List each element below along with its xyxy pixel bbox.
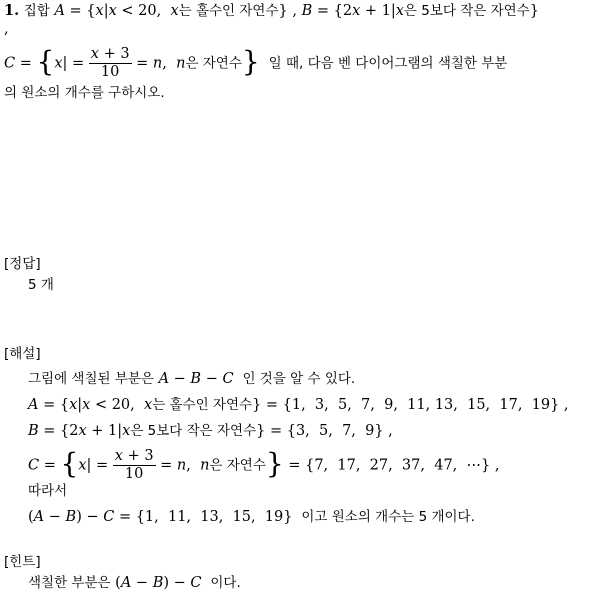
answer-value: 5 개 bbox=[28, 277, 54, 293]
fraction-x-plus-3-over-10-2: $\frac{x + 3}{10}$ bbox=[114, 448, 154, 482]
fraction-x-plus-3-over-10: $\frac{x + 3}{10}$ bbox=[90, 46, 130, 80]
explanation-line-1: 그림에 색칠된 부분은 A − B − C 인 것을 알 수 있다. bbox=[28, 371, 356, 387]
hint-text: 색칠한 부분은 (A − B) − C 이다. bbox=[28, 575, 241, 591]
problem-line-2: C = {x| = $\frac{x + 3}{10}$ = n, n은 자연수} 일 때, 다음 벤 다이어그램의 색칠한 부분 bbox=[4, 44, 508, 80]
explanation-line-4: C = {x| = $\frac{x + 3}{10}$ = n, n은 자연수} = {7, 17, 27, 37, 47, ⋯} , bbox=[28, 446, 500, 482]
hint-label: [힌트] bbox=[4, 554, 41, 570]
problem-number: 1. bbox=[4, 2, 20, 19]
problem-line-1 bbox=[4, 2, 539, 20]
explanation-label: [해설] bbox=[4, 346, 41, 362]
explanation-line-6: (A − B) − C = {1, 11, 13, 15, 19} 이고 원소의 개수는 5 개이다. bbox=[28, 509, 475, 525]
explanation-line-5: 따라서 bbox=[28, 483, 68, 499]
answer-label: [정답] bbox=[4, 256, 41, 272]
explanation-line-3: B = {2x + 1|x은 5보다 작은 자연수} = {3, 5, 7, 9} , bbox=[28, 423, 393, 439]
problem-line-1-text: 집합 A = {x|x < 20, x는 홀수인 자연수} , B = {2x + 1|x은 5보다 작은 자연수} bbox=[23, 3, 539, 19]
problem-line-1-comma: , bbox=[4, 21, 9, 37]
explanation-line-2: A = {x|x < 20, x는 홀수인 자연수} = {1, 3, 5, 7, 9, 11, 13, 15, 17, 19} , bbox=[28, 397, 569, 413]
problem-line-3: 의 원소의 개수를 구하시오. bbox=[4, 85, 165, 101]
